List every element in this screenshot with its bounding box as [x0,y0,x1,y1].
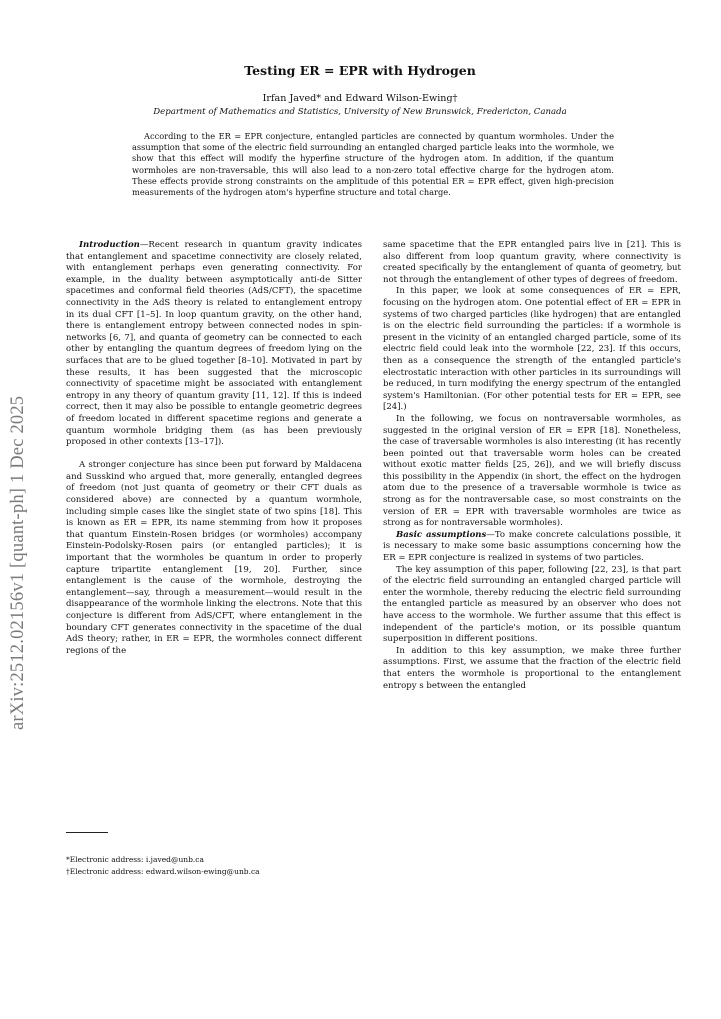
paragraph: In this paper, we look at some consequences of ER = EPR, focusing on the hydrogen atom. One potential effect of ER = EPR in systems of two charged particles (like hydrogen) that are entangled is on the electric field surrounding the particles: if a wormhole is present in the vicinity of an entangled charged particle, some of its electric field could leak into the wormhole [22, 23]. If this occurs, then as a consequence the strength of the entangled particle's electrostatic interaction with other particles in its surroundings will be reduced, in turn modifying the energy spectrum of the entangled system's Hamiltonian. (For other potential tests for ER = EPR, see [24].) [383,286,681,413]
paragraph: same spacetime that the EPR entangled pairs live in [21]. This is also different from loop quantum gravity, where connectivity is created specifically by the entanglement of quanta of geometry, but not through the entanglement of other types of degrees of freedom. [383,240,681,285]
affiliation-line: Department of Mathematics and Statistics, University of New Brunswick, Fredericton, Canada [153,107,567,117]
paragraph: In the following, we focus on nontraversable wormholes, as suggested in the original version of ER = EPR [18]. Nonetheless, the case of traversable wormholes is also interesting (it has recently been pointed out that traversable worm holes can be created without exotic matter fields [25, 26]), and we will briefly discuss this possibility in the Appendix (in short, the effect on the hydrogen atom due to the presence of a traversable wormhole is twice as strong as for the nontraversable case, so most constraints on the version of ER = EPR with traversable wormholes are twice as strong as for nontraversable wormholes). [383,413,681,529]
basic-assumptions-text: —To make concrete calculations possible, it is necessary to make some basic assumptions concerning how the ER = EPR conjecture is realized in systems of two particles. [383,529,681,564]
footnote-rule [66,832,108,833]
paragraph: The key assumption of this paper, following [22, 23], is that part of the electric field surrounding an entangled charged particle will enter the wormhole, thereby reducing the electric field surrounding the entangled particle as measured by an observer who does not have access to the wormhole. We further assume that this effect is independent of the particle's motion, or its possible quantum superposition in different positions. [383,564,681,645]
arxiv-side-stamp: arXiv:2512.02156v1 [quant-ph] 1 Dec 2025 [8,395,28,730]
footnote: *Electronic address: i.javed@unb.ca [66,855,204,864]
paragraph: A stronger conjecture has since been put forward by Maldacena and Susskind who argued that, more generally, entangled degrees of freedom (not just quanta of geometry or their CFT duals as considered above) are connected by a quantum wormhole, including simple cases like the singlet state of two spins [18]. This is known as ER = EPR, its name stemming from how it proposes that quantum Einstein-Rosen bridges (or wormholes) accompany Einstein-Podolsky-Rosen pairs (or entangled particles); it is important that the wormholes be quantum in order to properly capture tripartite entanglement [19, 20]. Further, since entanglement is the cause of the wormhole, destroying the entanglement—say, through a measurement—would result in the disappearance of the wormhole linking the electrons. Note that this conjecture is different from AdS/CFT, where entanglement in the boundary CFT generates connectivity in the spacetime of the dual AdS theory; rather, in ER = EPR, the wormholes connect different regions of the [66,460,362,656]
intro-heading: Introduction [79,240,140,250]
intro-paragraph [66,240,362,449]
paper-title: Testing ER = EPR with Hydrogen [244,63,476,78]
intro-text: —Recent research in quantum gravity indicates that entanglement and spacetime connectivity are closely related, with entanglement perhaps even generating connectivity. For example, in the duality between asymptotically anti-de Sitter spacetimes and conformal field theories (AdS/CFT), the spacetime connectivity in the AdS theory is related to entanglement entropy in its dual CFT [1–5]. In loop quantum gravity, on the other hand, there is entanglement entropy between connected nodes in spin-networks [6, 7], and quanta of geometry can be connected to each other by entangling the quantum degrees of freedom lying on the surfaces that are to be glued together [8–10]. Motivated in part by these results, it has been suggested that the microscopic connectivity of spacetime might be associated with entanglement entropy in any theory of quantum gravity [11, 12]. If this is indeed correct, then it may also be possible to entangle geometric degrees of freedom located in different spacetime regions and generate a quantum wormhole bridging them (as has been previously proposed in other contexts [13–17]). [66,240,362,448]
author-line: Irfan Javed* and Edward Wilson-Ewing† [262,93,458,104]
abstract: According to the ER = EPR conjecture, entangled particles are connected by quantum wormholes. Under the assumption that some of the electric field surrounding an entangled charged particle leaks into the wormhole, we show that this effect will modify the hyperfine structure of the hydrogen atom. In addition, if the quantum wormholes are non-traversable, this will also lead to a non-zero total effective charge for the hydrogen atom. These effects provide strong constraints on the amplitude of this potential ER = EPR effect, given high-precision measurements of the hydrogen atom's hyperfine structure and total charge. [132,131,614,198]
footnotes [66,854,362,878]
basic-assumptions-heading: Basic assumptions [396,529,487,540]
right-column [383,240,681,692]
basic-assumptions-paragraph [383,530,681,565]
left-column [66,240,362,657]
footnote: †Electronic address: edward.wilson-ewing@unb.ca [66,866,260,876]
paragraph: In addition to this key assumption, we make three further assumptions. First, we assume that the fraction of the electric field that enters the wormhole is proportional to the entanglement entropy s between the entangled [383,645,681,691]
